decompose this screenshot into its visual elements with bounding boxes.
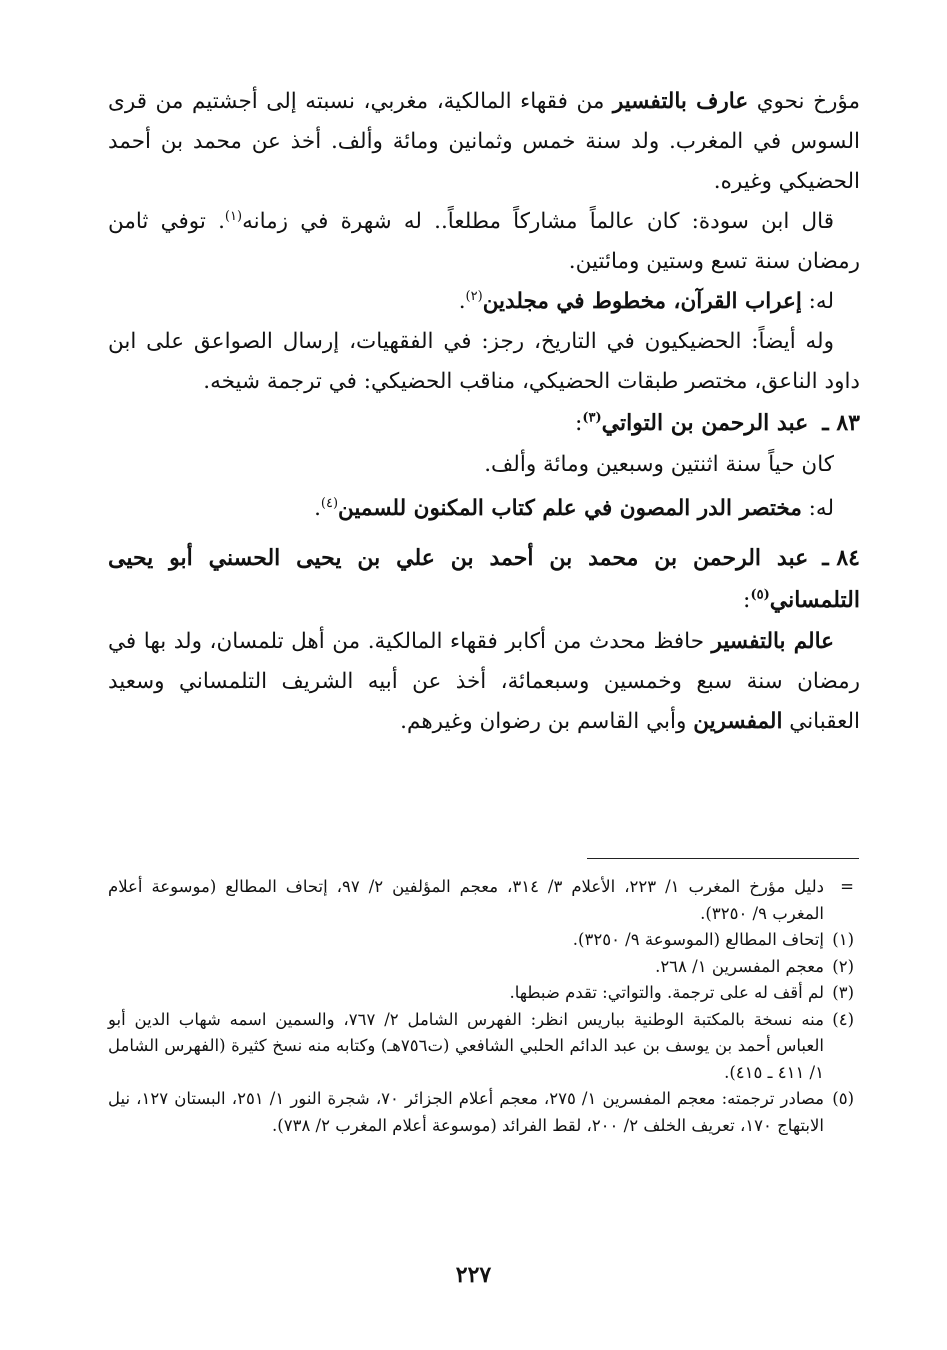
work-title: إعراب القرآن — [680, 289, 802, 314]
entry-prev-paragraph-2 — [108, 202, 860, 282]
work-title: مختصر الدر المصون في علم كتاب المكنون للسمين — [338, 496, 802, 521]
text-span: حافظ محدث من أكابر فقهاء المالكية. من أهل تلمسان، ولد بها في رمضان سنة سبع وخمسين وسبعمائة، أخذ عن أبيه الشريف التلمساني وسعيد العقباني — [108, 629, 860, 734]
footnote-number: (٥) — [832, 1089, 854, 1108]
work-prefix: له: — [801, 289, 834, 314]
footnote-text: لم أقف له على ترجمة. والتواتي: تقدم ضبطها. — [509, 983, 824, 1002]
footnote-ref: (٢) — [465, 288, 483, 304]
footnote-1 — [108, 927, 860, 954]
footnote-number: (٤) — [832, 1009, 854, 1029]
text-span: . توفي ثامن رمضان سنة تسع وستين ومائتين. — [108, 209, 860, 274]
text-span: مؤرخ نحوي — [748, 89, 860, 114]
entry-prev-work — [108, 282, 860, 322]
entry-number: ٨٤ ـ — [822, 545, 860, 571]
entry-83-line-1: كان حياً سنة اثنتين وسبعين ومائة وألف. — [484, 452, 834, 477]
page-number: ٢٢٧ — [455, 1262, 492, 1288]
text-span: . — [314, 496, 321, 521]
footnote-ref: (١) — [224, 208, 243, 224]
entry-prev-paragraph-4: وله أيضاً: الحضيكيون في التاريخ، رجز: في الفقهيات، إرسال الصواعق على ابن داود الناعق، مختصر طبقات الحضيكي، مناقب الحضيكي: في ترجمة شيخه. — [108, 329, 860, 394]
entry-84-heading — [108, 537, 860, 622]
footnote-4 — [108, 1007, 860, 1087]
colon: : — [743, 588, 751, 613]
text-span: قال ابن سودة: كان عالماً مشاركاً مطلعاً.. له شهرة في زمانه — [242, 209, 834, 234]
text-span: وأبي القاسم بن رضوان وغيرهم. — [400, 709, 694, 734]
entry-83-heading — [108, 402, 860, 445]
footnote-3 — [108, 980, 860, 1007]
work-desc: ، مخطوط في مجلدين — [482, 289, 681, 314]
entry-number: ٨٣ ـ — [822, 410, 860, 436]
bold-term: عارف بالتفسير — [612, 89, 749, 114]
entry-83-work — [108, 489, 860, 529]
footnote-text: مصادر ترجمته: معجم المفسرين ١/ ٢٧٥، معجم أعلام الجزائر ٧٠، شجرة النور ١/ ٢٥١، البستان ١٢٧، نيل الابتهاج ١٧٠، تعريف الخلف ٢/ ٢٠٠، لقط الفرائد (موسوعة أعلام المغرب ٢/ ٧٣٨). — [108, 1089, 825, 1135]
footnote-number: = — [840, 877, 854, 896]
bold-term: المفسرين — [693, 709, 783, 734]
footnote-text: معجم المفسرين ١/ ٢٦٨. — [655, 956, 824, 976]
bold-term: عالم بالتفسير — [711, 629, 834, 654]
footnote-number: (٢) — [832, 956, 854, 976]
work-prefix: له: — [801, 496, 834, 521]
footnote-number: (٣) — [832, 983, 854, 1002]
footnote-number: (١) — [832, 930, 854, 949]
footnote-text: دليل مؤرخ المغرب ١/ ٢٢٣، الأعلام ٣/ ٣١٤، معجم المؤلفين ٢/ ٩٧، إتحاف المطالع (موسوعة أعلام المغرب ٩/ ٣٢٥٠). — [108, 877, 824, 923]
footnote-ref: (٣) — [582, 410, 602, 426]
footnote-ref: (٥) — [750, 587, 770, 603]
entry-84-paragraph-1 — [108, 622, 860, 742]
footnote-divider — [587, 858, 859, 859]
footnote-2 — [108, 954, 860, 981]
footnote-ref: (٤) — [320, 495, 339, 511]
text-span: . — [458, 289, 466, 314]
main-text — [108, 82, 860, 742]
text-span: من فقهاء المالكية، مغربي، نسبته إلى أجشتيم من قرى السوس في المغرب. ولد سنة خمس وثمانين ومائة وألف. أخذ عن محمد بن أحمد الحضيكي وغيره. — [108, 89, 860, 194]
footnote-text: إتحاف المطالع (الموسوعة ٩/ ٣٢٥٠). — [572, 930, 824, 949]
footnotes — [108, 874, 860, 1139]
footnote-continuation — [108, 874, 860, 927]
entry-name: عبد الرحمن بن محمد بن أحمد بن علي بن يحيى الحسني أبو يحيى التلمساني — [108, 545, 860, 613]
colon: : — [574, 411, 583, 436]
footnote-text: منه نسخة بالمكتبة الوطنية بباريس انظر: الفهرس الشامل ٢/ ٧٦٧، والسمين اسمه شهاب الدين أبو العباس أحمد بن يوسف بن عبد الدائم الحلبي الشافعي (ت٧٥٦هـ) وكتابه منه نسخ كثيرة (الفهرس الشامل ١/ ٤١١ ـ ٤١٥). — [108, 1009, 824, 1082]
footnote-5 — [108, 1086, 860, 1139]
entry-name: عبد الرحمن بن التواتي — [601, 410, 809, 436]
entry-prev-paragraph-1 — [108, 82, 860, 202]
